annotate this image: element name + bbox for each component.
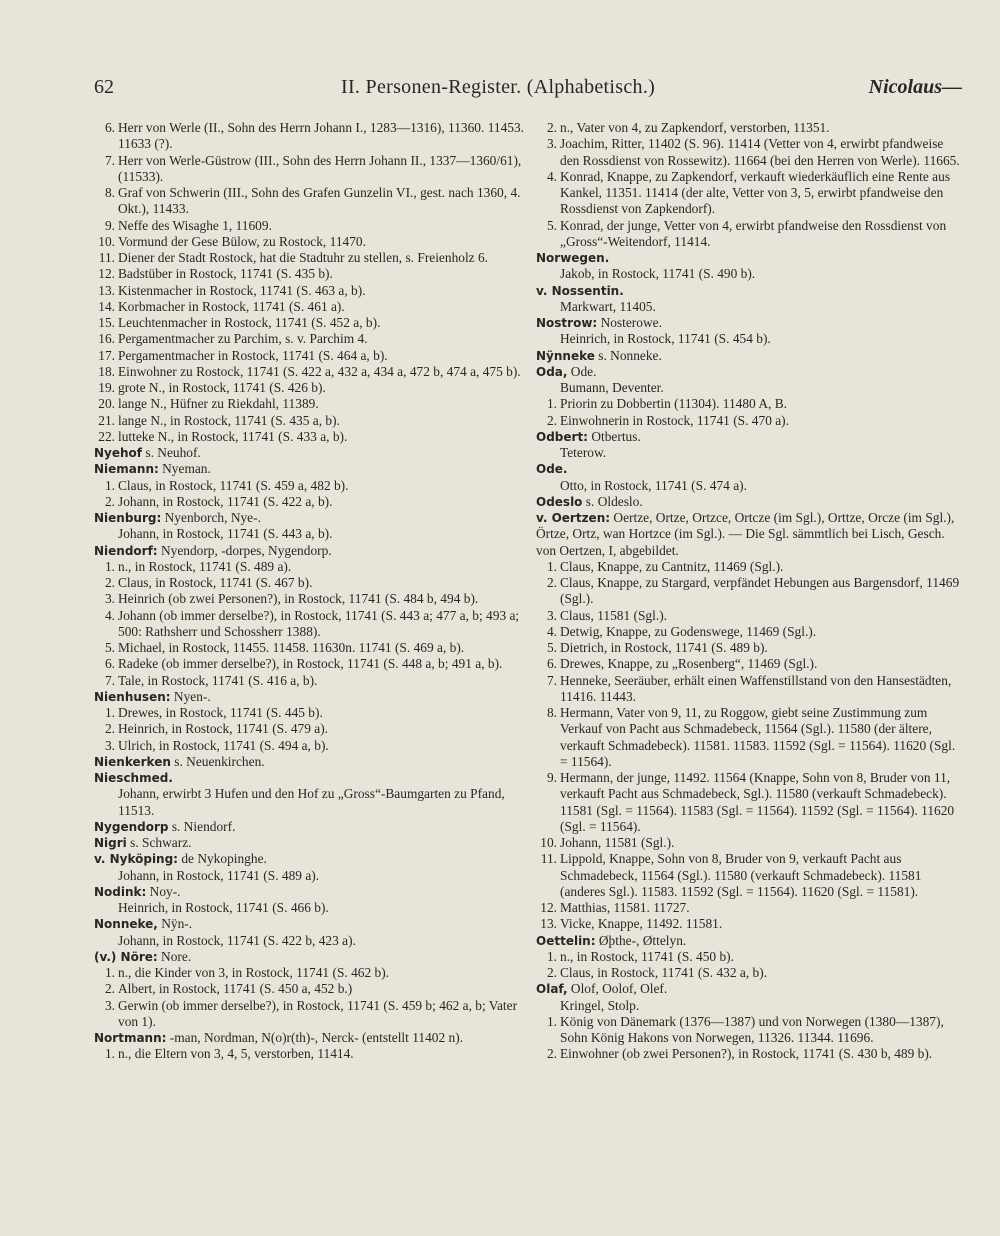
heading-name: Olaf, — [536, 982, 568, 997]
entry-number: 3. — [104, 737, 115, 753]
numbered-entry — [94, 705, 526, 721]
entry-number: 10. — [540, 835, 557, 850]
register-heading — [94, 884, 526, 900]
entry-number: 1. — [104, 705, 115, 720]
register-heading — [536, 981, 962, 997]
numbered-entry — [94, 413, 526, 429]
heading-variants: Ode. — [567, 363, 597, 379]
register-heading — [94, 689, 526, 705]
entry-text: Johann, in Rostock, 11741 (S. 422 a, b). — [118, 493, 333, 509]
entry-text: Leuchtenmacher in Rostock, 11741 (S. 452 a, b). — [118, 315, 381, 330]
register-entry-text: Bumann, Deventer. — [560, 380, 664, 395]
entry-number: 22. — [98, 428, 115, 444]
entry-number: 2. — [546, 1046, 557, 1062]
entry-number: 20. — [98, 396, 115, 412]
heading-name: v. Nossentin. — [536, 283, 624, 298]
entry-text: Priorin zu Dobbertin (11304). 11480 A, B. — [560, 396, 787, 412]
numbered-entry — [94, 315, 526, 331]
numbered-entry — [94, 429, 526, 445]
entry-number: 5. — [546, 640, 557, 655]
register-heading — [94, 851, 526, 867]
entry-number: 2. — [546, 412, 557, 428]
register-entry-text: Jakob, in Rostock, 11741 (S. 490 b). — [560, 266, 756, 282]
heading-variants: s. Schwarz. — [126, 835, 192, 850]
entry-text: Korbmacher in Rostock, 11741 (S. 461 a). — [118, 298, 345, 314]
entry-number: 1. — [546, 1013, 557, 1029]
heading-variants: Nyenborch, Nye-. — [161, 510, 261, 525]
entry-number: 16. — [98, 331, 115, 347]
heading-variants: s. Neuhof. — [142, 445, 201, 460]
entry-text: Claus, in Rostock, 11741 (S. 467 b). — [118, 575, 313, 590]
heading-variants: s. Neuenkirchen. — [170, 753, 265, 769]
register-entry-text: Kringel, Stolp. — [560, 997, 640, 1013]
heading-variants: Noy-. — [146, 883, 181, 899]
numbered-entry — [536, 656, 962, 672]
register-entry-text: Johann, in Rostock, 11741 (S. 422 b, 423 a). — [118, 932, 356, 948]
entry-number: 9. — [104, 217, 115, 233]
numbered-entry — [94, 348, 526, 364]
entry-text: Herr von Werle-Güstrow (III., Sohn des Herrn Johann II., 1337—1360/61), (11533). — [118, 152, 522, 184]
entry-text: Michael, in Rostock, 11455. 11458. 11630n. 11741 (S. 469 a, b). — [118, 640, 465, 655]
entry-text: Claus, Knappe, zu Cantnitz, 11469 (Sgl.). — [560, 558, 784, 574]
register-heading — [94, 770, 526, 786]
numbered-entry — [536, 120, 962, 136]
numbered-entry — [536, 965, 962, 981]
heading-name: Nyehof — [94, 446, 143, 460]
heading-name: Nonneke, — [94, 917, 158, 932]
heading-name: Norwegen. — [536, 251, 610, 265]
page-header — [94, 76, 962, 104]
register-heading — [94, 754, 526, 770]
entry-number: 11. — [98, 250, 115, 265]
entry-number: 6. — [104, 120, 115, 135]
numbered-entry — [536, 218, 962, 251]
numbered-entry — [94, 591, 526, 607]
register-heading — [94, 445, 526, 461]
numbered-entry — [94, 218, 526, 234]
register-heading — [536, 494, 962, 510]
numbered-entry — [536, 559, 962, 575]
entry-text: Neffe des Wisaghe 1, 11609. — [118, 217, 272, 233]
entry-text: Vormund der Gese Bülow, zu Rostock, 11470. — [118, 233, 366, 249]
entry-number: 19. — [98, 380, 115, 395]
entry-number: 7. — [546, 672, 557, 688]
entry-text: Badstüber in Rostock, 11741 (S. 435 b). — [118, 266, 333, 282]
entry-text: Einwohner zu Rostock, 11741 (S. 422 a, 432 a, 434 a, 472 b, 474 a, 475 b). — [118, 363, 521, 379]
entry-text: Heinrich, in Rostock, 11741 (S. 479 a). — [118, 721, 329, 737]
entry-text: Pergamentmacher in Rostock, 11741 (S. 464 a, b). — [118, 347, 388, 363]
entry-text: Graf von Schwerin (III., Sohn des Grafen Gunzelin VI., gest. nach 1360, 4. Okt.), 11433. — [118, 185, 521, 217]
entry-text: Herr von Werle (II., Sohn des Herrn Johann I., 1283—1316), 11360. 11453. 11633 (?). — [118, 120, 525, 152]
numbered-entry — [536, 396, 962, 412]
register-entry-text: Markwart, 11405. — [560, 298, 656, 314]
entry-number: 2. — [104, 493, 115, 509]
heading-variants: Olof, Oolof, Olef. — [567, 981, 668, 997]
heading-name: Odeslo — [536, 494, 583, 509]
entry-number: 10. — [98, 233, 115, 249]
entry-text: Lippold, Knappe, Sohn von 8, Bruder von 9, verkauft Pacht aus Schmadebeck, 11564 (Sgl.). 11580 (verkauft Schmadebeck). 11581 (anderes Sgl.). 11583. 11592 (Sgl. = 11564). 11620 (Sgl. = 11581). — [560, 851, 922, 899]
heading-variants: Øþthe-, Øttelyn. — [595, 932, 687, 948]
register-heading — [94, 1030, 526, 1046]
register-heading — [94, 949, 526, 965]
heading-variants: Oertze, Ortze, Ortzce, Ortcze (im Sgl.), Orttze, Orcze (im Sgl.), Örtze, Ortz, wan Hortzce (im Sgl.). — Die Sgl. sämmtlich bei Lisch, Gesch. von Oertzen, I, abgebildet. — [536, 510, 955, 558]
numbered-entry — [536, 1046, 962, 1062]
entry-number: 6. — [546, 656, 557, 672]
register-entry-text: Otto, in Rostock, 11741 (S. 474 a). — [560, 477, 747, 493]
numbered-entry — [94, 738, 526, 754]
entry-text: n., die Kinder von 3, in Rostock, 11741 (S. 462 b). — [118, 965, 390, 980]
numbered-entry — [94, 998, 526, 1031]
numbered-entry — [536, 900, 962, 916]
entry-text: n., die Eltern von 3, 4, 5, verstorben, 11414. — [118, 1046, 354, 1062]
entry-number: 15. — [98, 315, 115, 330]
entry-text: Claus, Knappe, zu Stargard, verpfändet Hebungen aus Bargensdorf, 11469 (Sgl.). — [560, 575, 960, 607]
numbered-entry — [94, 656, 526, 672]
heading-variants: Nyen-. — [170, 688, 211, 704]
numbered-entry — [94, 153, 526, 186]
entry-text: lange N., in Rostock, 11741 (S. 435 a, b). — [118, 412, 340, 428]
numbered-entry — [536, 916, 962, 932]
numbered-entry — [536, 851, 962, 900]
numbered-entry — [94, 965, 526, 981]
register-heading — [536, 348, 962, 364]
register-heading — [536, 250, 962, 266]
entry-text: n., in Rostock, 11741 (S. 450 b). — [560, 948, 734, 964]
numbered-entry — [94, 640, 526, 656]
entry-text: lange N., Hüfner zu Riekdahl, 11389. — [118, 396, 319, 412]
register-heading — [536, 283, 962, 299]
register-heading — [536, 461, 962, 477]
entry-number: 17. — [98, 347, 115, 363]
running-head: Nicolaus— — [868, 76, 962, 98]
entry-text: Konrad, Knappe, zu Zapkendorf, verkauft wiederkäuflich eine Rente aus Kankel, 11351. 11414 (der alte, Vetter von 3, 5, erwirbt pfandweise den Rossdienst von Zapkendorf). — [560, 168, 951, 217]
heading-name: Nienhusen: — [94, 689, 171, 704]
left-column — [94, 120, 526, 1063]
numbered-entry — [94, 331, 526, 347]
heading-variants: Nyeman. — [158, 461, 211, 477]
entry-number: 13. — [98, 282, 115, 298]
entry-number: 21. — [98, 412, 115, 428]
entry-text: n., Vater von 4, zu Zapkendorf, verstorben, 11351. — [560, 120, 830, 135]
heading-variants: s. Oldeslo. — [582, 493, 643, 509]
heading-name: Nieschmed. — [94, 771, 173, 785]
entry-text: Matthias, 11581. 11727. — [560, 900, 690, 915]
numbered-entry — [94, 494, 526, 510]
entry-number: 1. — [546, 558, 557, 574]
entry-number: 4. — [546, 623, 557, 639]
register-heading — [536, 510, 962, 559]
numbered-entry — [94, 283, 526, 299]
numbered-entry — [536, 413, 962, 429]
heading-name: Nienkerken — [94, 754, 171, 769]
heading-name: Oda, — [536, 364, 568, 379]
numbered-entry — [94, 120, 526, 153]
entry-text: Tale, in Rostock, 11741 (S. 416 a, b). — [118, 672, 318, 688]
entry-number: 2. — [104, 575, 115, 590]
heading-variants: Otbertus. — [587, 428, 641, 444]
numbered-entry — [94, 380, 526, 396]
entry-number: 3. — [546, 607, 557, 623]
entry-number: 2. — [546, 120, 557, 135]
entry-text: Dietrich, in Rostock, 11741 (S. 489 b). — [560, 640, 768, 655]
entry-text: Henneke, Seeräuber, erhält einen Waffenstillstand von den Hansestädten, 11416. 11443. — [560, 672, 952, 704]
entry-number: 7. — [104, 152, 115, 168]
entry-number: 1. — [104, 1046, 115, 1062]
entry-number: 7. — [104, 672, 115, 688]
numbered-entry — [94, 266, 526, 282]
entry-number: 9. — [546, 770, 557, 785]
numbered-entry — [536, 136, 962, 169]
entry-text: Pergamentmacher zu Parchim, s. v. Parchim 4. — [118, 331, 368, 347]
numbered-entry — [94, 981, 526, 997]
entry-number: 2. — [104, 721, 115, 737]
entry-text: n., in Rostock, 11741 (S. 489 a). — [118, 558, 292, 574]
entry-text: Einwohnerin in Rostock, 11741 (S. 470 a). — [560, 412, 789, 428]
entry-number: 1. — [104, 477, 115, 493]
entry-text: Johann, 11581 (Sgl.). — [560, 835, 675, 850]
numbered-entry — [94, 396, 526, 412]
entry-number: 18. — [98, 363, 115, 379]
entry-number: 3. — [546, 136, 557, 152]
heading-name: Ode. — [536, 462, 568, 477]
entry-text: Hermann, der junge, 11492. 11564 (Knappe, Sohn von 8, Bruder von 11, verkauft Pacht aus Schmadebeck, Sgl.). 11580 (verkauft Schmadebeck). 11581 (Sgl. = 11564). 11583 (Sgl. = 11564). 11592 (Sgl. = 11564). 11620 (Sgl. = 11564). — [560, 770, 955, 834]
register-entry-text: Johann, in Rostock, 11741 (S. 443 a, b). — [118, 526, 333, 542]
numbered-entry — [94, 575, 526, 591]
entry-number: 1. — [546, 948, 557, 964]
register-entry-text: Johann, in Rostock, 11741 (S. 489 a). — [118, 867, 320, 883]
heading-name: Nÿnneke — [536, 348, 595, 363]
entry-number: 4. — [546, 168, 557, 184]
entry-text: Kistenmacher in Rostock, 11741 (S. 463 a, b). — [118, 282, 366, 298]
entry-text: Gerwin (ob immer derselbe?), in Rostock, 11741 (S. 459 b; 462 a, b; Vater von 1). — [118, 997, 518, 1029]
heading-name: Odbert: — [536, 429, 588, 444]
numbered-entry — [94, 478, 526, 494]
heading-variants: Nÿn-. — [157, 916, 193, 932]
heading-variants: s. Nonneke. — [594, 347, 662, 363]
numbered-entry — [94, 559, 526, 575]
heading-name: Nortmann: — [94, 1031, 167, 1045]
register-heading — [536, 315, 962, 331]
entry-number: 2. — [104, 981, 115, 997]
entry-text: Johann (ob immer derselbe?), in Rostock, 11741 (S. 443 a; 477 a, b; 493 a; 500: Rathsherr und Schossherr 1388). — [118, 607, 520, 639]
numbered-entry — [536, 705, 962, 770]
entry-text: Heinrich (ob zwei Personen?), in Rostock, 11741 (S. 484 b, 494 b). — [118, 591, 479, 607]
entry-number: 11. — [540, 851, 557, 867]
register-heading — [536, 364, 962, 380]
register-entry-text: Heinrich, in Rostock, 11741 (S. 454 b). — [560, 331, 771, 347]
heading-variants: de Nykopinghe. — [177, 851, 267, 867]
register-heading — [94, 510, 526, 526]
entry-number: 2. — [546, 965, 557, 980]
heading-name: v. Nyköping: — [94, 852, 178, 867]
numbered-entry — [94, 364, 526, 380]
entry-text: Radeke (ob immer derselbe?), in Rostock, 11741 (S. 448 a, b; 491 a, b). — [118, 656, 503, 672]
entry-number: 14. — [98, 298, 115, 314]
numbered-entry — [536, 169, 962, 218]
register-heading — [536, 933, 962, 949]
numbered-entry — [536, 608, 962, 624]
entry-text: Hermann, Vater von 9, 11, zu Roggow, giebt seine Zustimmung zum Verkauf von Pacht aus Schmadebeck, 11564 (Sgl.). 11580 (der ältere, verkauft Schmadebeck). 11581. 11583. 11592 (Sgl. = 11564). 11620 (Sgl. = 11564). — [560, 705, 956, 769]
entry-text: Detwig, Knappe, zu Godenswege, 11469 (Sgl.). — [560, 623, 817, 639]
numbered-entry — [536, 624, 962, 640]
register-heading — [94, 461, 526, 477]
numbered-entry — [94, 608, 526, 641]
entry-text: Claus, in Rostock, 11741 (S. 432 a, b). — [560, 965, 768, 980]
entry-text: lutteke N., in Rostock, 11741 (S. 433 a, b). — [118, 428, 348, 444]
heading-variants: -man, Nordman, N(o)r(th)-, Nerck- (entstellt 11402 n). — [166, 1030, 464, 1045]
numbered-entry — [94, 185, 526, 218]
entry-number: 1. — [104, 558, 115, 574]
entry-text: König von Dänemark (1376—1387) und von Norwegen (1380—1387), Sohn König Hakons von Norwegen, 11326. 11344. 11696. — [560, 1013, 944, 1045]
heading-name: Nigri — [94, 836, 127, 850]
heading-name: Oettelin: — [536, 933, 596, 948]
numbered-entry — [536, 770, 962, 835]
register-heading — [94, 835, 526, 851]
entry-number: 5. — [104, 640, 115, 655]
heading-variants: Nore. — [157, 948, 192, 964]
entry-text: Albert, in Rostock, 11741 (S. 450 a, 452 b.) — [118, 981, 353, 997]
numbered-entry — [94, 299, 526, 315]
register-heading — [94, 916, 526, 932]
entry-text: Drewes, Knappe, zu „Rosenberg“, 11469 (Sgl.). — [560, 656, 818, 672]
heading-name: Nodink: — [94, 884, 147, 899]
heading-name: Nienburg: — [94, 511, 162, 525]
heading-name: Niemann: — [94, 462, 159, 477]
register-entry-text: Johann, erwirbt 3 Hufen und den Hof zu „Gross“-Baumgarten zu Pfand, 11513. — [118, 786, 505, 818]
register-heading — [94, 819, 526, 835]
numbered-entry — [94, 1046, 526, 1062]
entry-text: Konrad, der junge, Vetter von 4, erwirbt pfandweise den Rossdienst von „Gross“-Weitendorf, 11414. — [560, 217, 947, 249]
entry-number: 8. — [546, 705, 557, 720]
numbered-entry — [94, 721, 526, 737]
entry-number: 4. — [104, 607, 115, 623]
entry-number: 1. — [104, 965, 115, 980]
numbered-entry — [536, 949, 962, 965]
entry-number: 12. — [98, 266, 115, 282]
entry-number: 12. — [540, 900, 557, 915]
entry-text: Joachim, Ritter, 11402 (S. 96). 11414 (Vetter von 4, erwirbt pfandweise den Rossdienst von Rossewitz). 11664 (bei den Herren von Werle). 11665. — [560, 136, 960, 168]
entry-number: 8. — [104, 185, 115, 200]
numbered-entry — [536, 1014, 962, 1047]
entry-text: grote N., in Rostock, 11741 (S. 426 b). — [118, 380, 326, 395]
heading-variants: Nosterowe. — [597, 315, 662, 330]
numbered-entry — [536, 835, 962, 851]
numbered-entry — [536, 640, 962, 656]
right-column — [536, 120, 962, 1063]
entry-text: Claus, in Rostock, 11741 (S. 459 a, 482 b). — [118, 477, 349, 493]
heading-name: Nostrow: — [536, 316, 598, 330]
numbered-entry — [536, 575, 962, 608]
heading-variants: Nyendorp, -dorpes, Nygendorp. — [157, 542, 332, 558]
heading-name: v. Oertzen: — [536, 511, 611, 525]
entry-number: 3. — [104, 591, 115, 607]
numbered-entry — [94, 673, 526, 689]
register-heading — [94, 543, 526, 559]
heading-name: (v.) Nöre: — [94, 949, 158, 964]
page-number: 62 — [94, 76, 114, 98]
entry-text: Drewes, in Rostock, 11741 (S. 445 b). — [118, 705, 323, 720]
entry-number: 3. — [104, 997, 115, 1013]
entry-text: Diener der Stadt Rostock, hat die Stadtuhr zu stellen, s. Freienholz 6. — [118, 250, 489, 265]
heading-name: Nygendorp — [94, 819, 169, 834]
heading-name: Niendorf: — [94, 543, 158, 558]
entry-number: 13. — [540, 916, 557, 932]
entry-text: Einwohner (ob zwei Personen?), in Rostock, 11741 (S. 430 b, 489 b). — [560, 1046, 933, 1062]
entry-text: Claus, 11581 (Sgl.). — [560, 607, 668, 623]
entry-number: 6. — [104, 656, 115, 672]
register-entry-text: Teterow. — [560, 445, 607, 460]
entry-text: Vicke, Knappe, 11492. 11581. — [560, 916, 723, 932]
numbered-entry — [94, 250, 526, 266]
register-heading — [536, 429, 962, 445]
entry-number: 1. — [546, 396, 557, 412]
register-entry-text: Heinrich, in Rostock, 11741 (S. 466 b). — [118, 900, 329, 915]
entry-number: 5. — [546, 217, 557, 233]
numbered-entry — [536, 673, 962, 706]
numbered-entry — [94, 234, 526, 250]
entry-number: 2. — [546, 575, 557, 590]
entry-text: Ulrich, in Rostock, 11741 (S. 494 a, b). — [118, 737, 329, 753]
page-title: II. Personen-Register. (Alphabetisch.) — [341, 76, 656, 98]
heading-variants: s. Niendorf. — [168, 818, 236, 834]
